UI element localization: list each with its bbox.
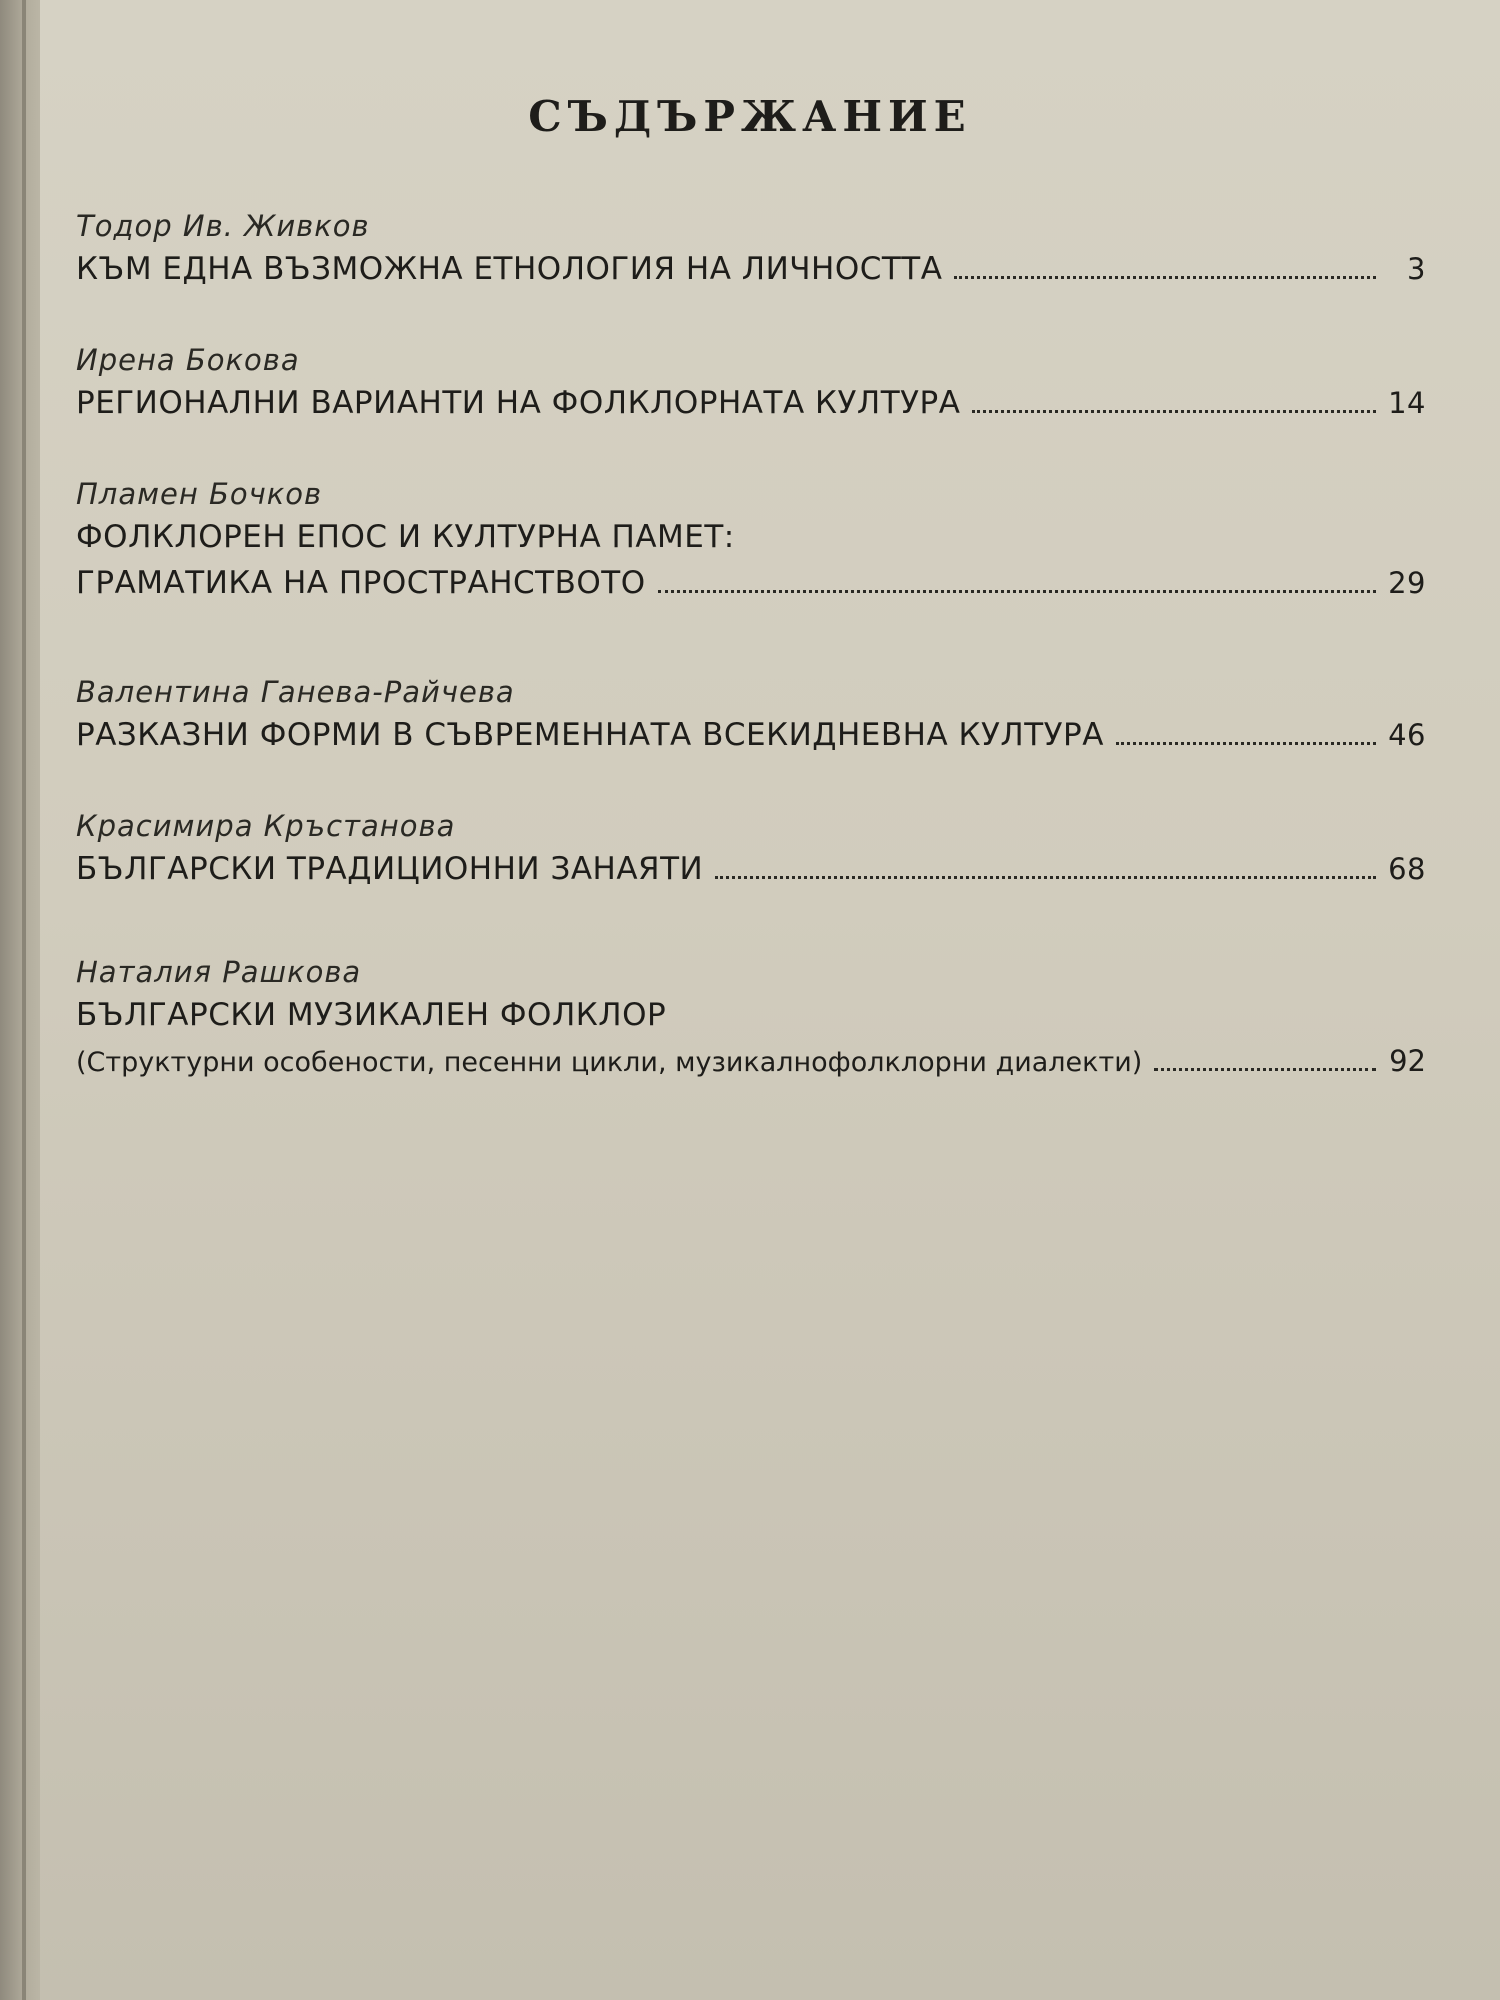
- toc-entry: [76, 206, 1426, 292]
- page-number: 68: [1388, 852, 1426, 886]
- page-number: 3: [1407, 252, 1426, 286]
- page-edge: [22, 0, 26, 2000]
- entry-title: КЪМ ЕДНА ВЪЗМОЖНА ЕТНОЛОГИЯ НА ЛИЧНОСТТА: [76, 251, 943, 287]
- page-number: 29: [1388, 566, 1426, 600]
- entry-title: БЪЛГАРСКИ МУЗИКАЛЕН ФОЛКЛОР: [76, 997, 667, 1033]
- entry-author: Красимира Кръстанова: [76, 809, 456, 843]
- entry-title-line: [76, 246, 1426, 292]
- entry-title-continued: ГРАМАТИКА НА ПРОСТРАНСТВОТО: [76, 565, 646, 601]
- entry-title: БЪЛГАРСКИ ТРАДИЦИОННИ ЗАНАЯТИ: [76, 851, 704, 887]
- dot-leader: [658, 590, 1376, 593]
- entry-subtitle-line: [76, 1038, 1426, 1086]
- dot-leader: [972, 410, 1376, 413]
- toc-entry: [76, 672, 1426, 758]
- entry-title-line: [76, 712, 1426, 758]
- entry-author: Пламен Бочков: [76, 477, 323, 511]
- toc-entry: [76, 340, 1426, 426]
- page-number: 46: [1388, 718, 1426, 752]
- page-number: 92: [1389, 1044, 1426, 1078]
- dot-leader: [1116, 742, 1376, 745]
- entry-author: Наталия Рашкова: [76, 955, 362, 989]
- toc-entry: [76, 806, 1426, 892]
- toc-entry: [76, 952, 1426, 1086]
- dot-leader: [715, 876, 1376, 879]
- entry-author: Валентина Ганева-Райчева: [76, 675, 515, 709]
- toc-entry: [76, 474, 1426, 606]
- entry-title: ФОЛКЛОРЕН ЕПОС И КУЛТУРНА ПАМЕТ:: [76, 519, 735, 555]
- dot-leader: [1154, 1068, 1376, 1071]
- page-number: 14: [1388, 386, 1426, 420]
- entry-title-line: [76, 560, 1426, 606]
- entry-title: РАЗКАЗНИ ФОРМИ В СЪВРЕМЕННАТА ВСЕКИДНЕВНА КУЛТУРА: [76, 717, 1104, 753]
- entry-author: Тодор Ив. Живков: [76, 209, 370, 243]
- entry-title-line: [76, 514, 1426, 560]
- entry-subtitle: (Структурни особености, песенни цикли, музикалнофолклорни диалекти): [76, 1047, 1143, 1078]
- entry-title-line: [76, 846, 1426, 892]
- entry-title-line: [76, 380, 1426, 426]
- dot-leader: [954, 276, 1376, 279]
- entry-title-line: [76, 992, 1426, 1038]
- entry-title: РЕГИОНАЛНИ ВАРИАНТИ НА ФОЛКЛОРНАТА КУЛТУРА: [76, 385, 961, 421]
- toc-title: СЪДЪРЖАНИЕ: [528, 92, 972, 141]
- entry-author: Ирена Бокова: [76, 343, 300, 377]
